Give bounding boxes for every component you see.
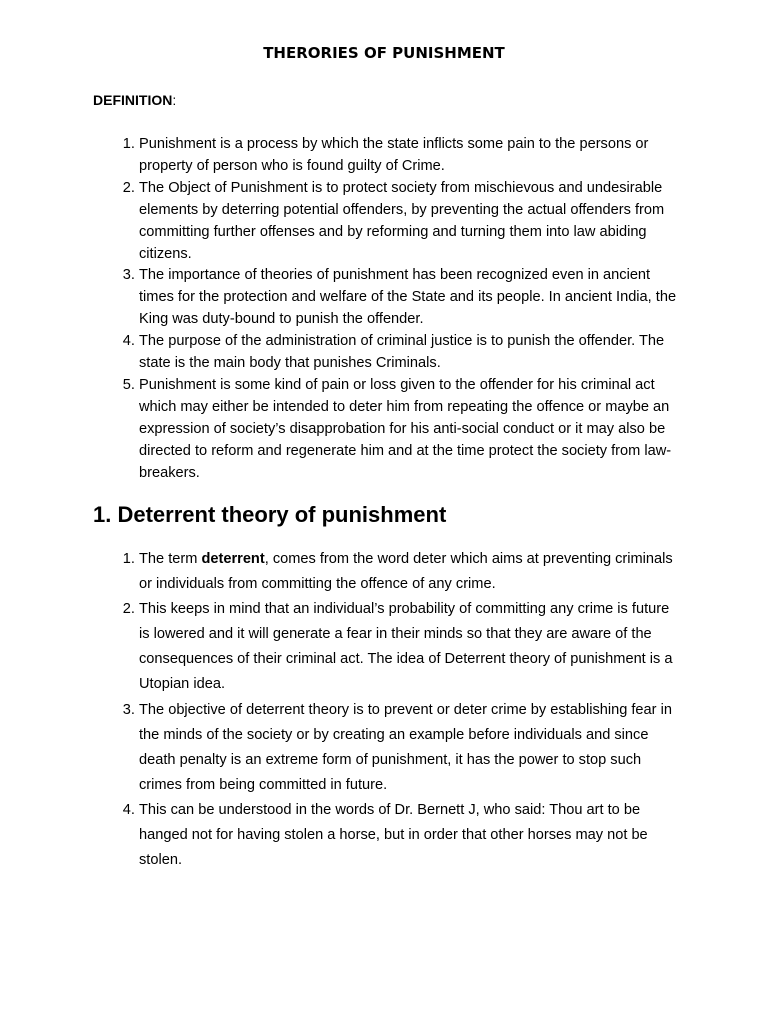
deterrent-item-3: 3. The objective of deterrent theory is to prevent or deter crime by establishing fear in the minds of the society or by creating an example before individuals and since death penalty is an extreme form of punishment, it has the power to stop such crimes from being committed in future. bbox=[139, 698, 677, 798]
definition-item-1: 1. Punishment is a process by which the state inflicts some pain to the persons or property of person who is found guilty of Crime. bbox=[139, 134, 677, 178]
deterrent-item-4: 4. This can be understood in the words of Dr. Bernett J, who said: Thou art to be hanged not for having stolen a horse, but in order that other horses may not be stolen. bbox=[139, 798, 677, 873]
definition-heading-label: DEFINITION bbox=[93, 92, 173, 108]
definition-list bbox=[93, 134, 677, 485]
definition-item-3: 3. The importance of theories of punishment has been recognized even in ancient times for the protection and welfare of the State and its people. In ancient India, the King was duty-bound to punish the offender. bbox=[139, 265, 677, 331]
definition-heading-colon: : bbox=[172, 92, 177, 108]
deterrent-term-bold: deterrent bbox=[201, 551, 265, 567]
deterrent-item-1 bbox=[139, 547, 677, 597]
deterrent-item-2: 2. This keeps in mind that an individual’s probability of committing any crime is future is lowered and it will generate a fear in their minds so that they are aware of the consequences of their criminal act. The idea of Deterrent theory of punishment is a Utopian idea. bbox=[139, 597, 677, 697]
deterrent-item-1-prefix: The term bbox=[139, 551, 202, 567]
section-heading-deterrent-theory: 1. Deterrent theory of punishment bbox=[93, 502, 447, 527]
definition-heading bbox=[93, 92, 176, 108]
definition-item-2: 2. The Object of Punishment is to protect society from mischievous and undesirable elements by deterring potential offenders, by preventing the actual offenders from committing further offenses and by reforming and turning them into law abiding citizens. bbox=[139, 178, 677, 266]
deterrent-item-1-suffix: , comes from the word deter which aims at preventing criminals or individuals from committing the offence of any crime. bbox=[139, 551, 673, 593]
definition-item-5: 5. Punishment is some kind of pain or loss given to the offender for his criminal act which may either be intended to deter him from repeating the offence or maybe an expression of society’s disapprobation for his anti-social conduct or it may also be directed to reform and regenerate him and at the time protect the society from law-breakers. bbox=[139, 375, 677, 485]
document-title: THERORIES OF PUNISHMENT bbox=[263, 44, 505, 62]
definition-item-4: 4. The purpose of the administration of criminal justice is to punish the offender. The state is the main body that punishes Criminals. bbox=[139, 331, 677, 375]
deterrent-theory-list bbox=[93, 547, 677, 873]
